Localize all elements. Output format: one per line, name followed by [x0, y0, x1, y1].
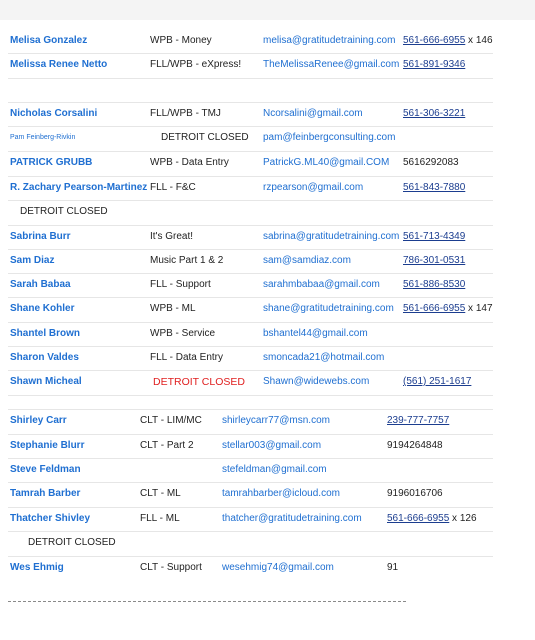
contact-name: PATRICK GRUBB — [10, 157, 93, 168]
row-divider — [8, 126, 493, 127]
contact-email[interactable]: Shawn@widewebs.com — [263, 376, 370, 387]
contact-name: Sabrina Burr — [10, 231, 71, 242]
contact-dept: CLT - ML — [140, 488, 181, 499]
contact-ext: x 126 — [449, 513, 477, 524]
contact-phone[interactable]: 561-713-4349 — [403, 231, 466, 242]
contact-phone[interactable]: 561-306-3221 — [403, 108, 466, 119]
contact-name: Nicholas Corsalini — [10, 108, 98, 119]
contact-ext: x 146 — [465, 35, 493, 46]
contact-email[interactable]: sabrina@gratitudetraining.com — [263, 231, 400, 242]
contact-dept: FLL/WPB - TMJ — [150, 108, 221, 119]
contact-email[interactable]: thatcher@gratitudetraining.com — [222, 513, 362, 524]
contact-dept: DETROIT CLOSED — [153, 376, 245, 388]
contact-dept: FLL - Data Entry — [150, 352, 223, 363]
contact-dept: CLT - Support — [140, 562, 202, 573]
contact-dept: CLT - LIM/MC — [140, 415, 202, 426]
contact-dept: WPB - Service — [150, 328, 216, 339]
contact-phone[interactable]: 561-666-6955 — [403, 35, 466, 46]
contact-phone: 91 — [387, 562, 399, 573]
dashed-divider — [8, 601, 406, 602]
contact-email[interactable]: TheMelissaRenee@gmail.com — [263, 59, 400, 70]
contact-phone[interactable]: 561-886-8530 — [403, 279, 466, 290]
contact-name: Tamrah Barber — [10, 488, 81, 499]
contact-dept: WPB - Money — [150, 35, 212, 46]
contact-email[interactable]: wesehmig74@gmail.com — [222, 562, 334, 573]
contact-phone: 9194264848 — [387, 440, 443, 451]
contact-dept: It's Great! — [150, 231, 194, 242]
contact-name: Shirley Carr — [10, 415, 67, 426]
contact-dept: CLT - Part 2 — [140, 440, 194, 451]
contact-name: Shantel Brown — [10, 328, 81, 339]
contact-email[interactable]: melisa@gratitudetraining.com — [263, 35, 396, 46]
row-divider — [8, 346, 493, 347]
contact-name: R. Zachary Pearson-Martinez — [10, 182, 148, 193]
contact-phone[interactable]: 561-666-6955 — [387, 513, 450, 524]
contact-dept: FLL - F&C — [150, 182, 196, 193]
contact-name: Sarah Babaa — [10, 279, 71, 290]
contact-email[interactable]: smoncada21@hotmail.com — [263, 352, 385, 363]
contact-name: Shane Kohler — [10, 303, 75, 314]
contact-dept: FLL - ML — [140, 513, 180, 524]
contact-name: Sam Diaz — [10, 255, 55, 266]
contact-phone[interactable]: (561) 251-1617 — [403, 376, 472, 387]
contact-phone[interactable]: 561-666-6955 — [403, 303, 466, 314]
contact-phone: 5616292083 — [403, 157, 459, 168]
contact-email[interactable]: sam@samdiaz.com — [263, 255, 351, 266]
contact-ext: x 147 — [465, 303, 493, 314]
contact-name: Sharon Valdes — [10, 352, 79, 363]
contact-phone: 9196016706 — [387, 488, 443, 499]
closed-banner: DETROIT CLOSED — [20, 206, 108, 217]
top-bar — [0, 0, 535, 20]
closed-banner: DETROIT CLOSED — [28, 537, 116, 548]
contact-email[interactable]: tamrahbarber@icloud.com — [222, 488, 340, 499]
contact-phone[interactable]: 561-843-7880 — [403, 182, 466, 193]
contact-email[interactable]: bshantel44@gmail.com — [263, 328, 368, 339]
contact-name: Melisa Gonzalez — [10, 35, 88, 46]
contact-email[interactable]: rzpearson@gmail.com — [263, 182, 364, 193]
contact-dept: WPB - Data Entry — [150, 157, 229, 168]
contact-dept: DETROIT CLOSED — [161, 132, 249, 143]
contact-name: Shawn Micheal — [10, 376, 82, 387]
contact-email[interactable]: shane@gratitudetraining.com — [263, 303, 394, 314]
contact-dept: FLL - Support — [150, 279, 211, 290]
contact-name: Pam Feinberg-Rivkin — [10, 134, 76, 141]
contact-email[interactable]: Ncorsalini@gmail.com — [263, 108, 363, 119]
row-divider — [8, 78, 493, 79]
contact-phone[interactable]: 561-891-9346 — [403, 59, 466, 70]
contact-dept: Music Part 1 & 2 — [150, 255, 224, 266]
contact-phone[interactable]: 786-301-0531 — [403, 255, 466, 266]
contact-name: Steve Feldman — [10, 464, 81, 475]
contact-dept: FLL/WPB - eXpress! — [150, 59, 242, 70]
contact-email[interactable]: sarahmbabaa@gmail.com — [263, 279, 380, 290]
contact-email[interactable]: stefeldman@gmail.com — [222, 464, 327, 475]
contact-dept: WPB - ML — [150, 303, 196, 314]
contact-name: Stephanie Blurr — [10, 440, 85, 451]
contact-name: Wes Ehmig — [10, 562, 64, 573]
contact-phone[interactable]: 239-777-7757 — [387, 415, 450, 426]
contact-email[interactable]: PatrickG.ML40@gmail.COM — [263, 157, 390, 168]
contact-email[interactable]: stellar003@gmail.com — [222, 440, 322, 451]
row-divider — [8, 322, 493, 323]
contact-email[interactable]: shirleycarr77@msn.com — [222, 415, 330, 426]
contact-email[interactable]: pam@feinbergconsulting.com — [263, 132, 396, 143]
row-divider — [8, 395, 493, 396]
contact-name: Thatcher Shivley — [10, 513, 91, 524]
contact-name: Melissa Renee Netto — [10, 59, 108, 70]
